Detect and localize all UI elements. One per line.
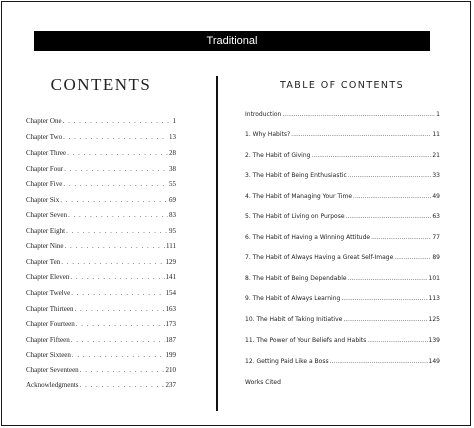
toc-entry-page: 141: [165, 273, 176, 281]
toc-entry-page: 13: [169, 133, 176, 141]
toc-entry-page: 1: [436, 111, 440, 118]
dot-leader: [67, 149, 168, 157]
toc-entry-page: 129: [165, 258, 176, 266]
toc-entry-title: 9. The Habit of Always Learning: [245, 295, 341, 302]
toc-entry-page: 163: [165, 305, 176, 313]
toc-entry-title: Chapter Ten: [26, 258, 61, 266]
dot-leader: [63, 180, 168, 188]
toc-entry-title: 2. The Habit of Giving: [245, 152, 311, 159]
toc-entry: [245, 358, 440, 365]
toc-entry: [245, 172, 440, 179]
toc-entry: [245, 234, 440, 241]
toc-entry: [245, 131, 440, 138]
toc-entry: [26, 273, 176, 281]
toc-entry-title: 8. The Habit of Being Dependable: [245, 275, 347, 282]
dot-leader: [348, 275, 428, 282]
toc-entry-title: Chapter Fifteen: [26, 336, 70, 344]
toc-entry: [26, 227, 176, 235]
dot-leader: [68, 211, 168, 219]
toc-entry-title: 7. The Habit of Always Having a Great Self-Image: [245, 254, 394, 261]
toc-entry: [245, 337, 440, 344]
toc-entry: [26, 289, 176, 297]
dot-leader: [61, 258, 164, 266]
toc-entry: [245, 193, 440, 200]
toc-entry: [26, 242, 176, 250]
dot-leader: [72, 351, 165, 359]
toc-entry-page: 237: [165, 381, 176, 389]
dot-leader: [330, 358, 428, 365]
toc-entry-page: 187: [165, 336, 176, 344]
toc-entry: [26, 180, 176, 188]
toc-entry-page: 28: [169, 149, 176, 157]
toc-entry-page: 210: [165, 366, 176, 374]
toc-entry: [26, 165, 176, 173]
dot-leader: [65, 242, 166, 250]
toc-entry: [26, 320, 176, 328]
toc-entry-page: 199: [165, 351, 176, 359]
toc-entry-page: 149: [428, 358, 440, 365]
toc-entry-title: Chapter Seventeen: [26, 366, 79, 374]
toc-entry-title: Chapter Eleven: [26, 273, 70, 281]
banner-label: Traditional: [206, 35, 258, 47]
dot-leader: [63, 133, 168, 141]
toc-entry-page: 125: [428, 316, 440, 323]
toc-entry: [245, 254, 440, 261]
dot-leader: [311, 152, 431, 159]
dot-leader: [71, 336, 165, 344]
toc-entry-title: Chapter Eight: [26, 227, 66, 235]
dot-leader: [76, 320, 165, 328]
toc-entry-page: 33: [432, 172, 440, 179]
toc-entry: [245, 316, 440, 323]
toc-entry: [26, 336, 176, 344]
toc-entry-page: 95: [169, 227, 176, 235]
toc-entry-page: 1: [172, 117, 176, 125]
toc-entry-title: Chapter Twelve: [26, 289, 71, 297]
dot-leader: [371, 234, 431, 241]
toc-entry-page: 111: [166, 242, 176, 250]
toc-entry-title: Chapter Five: [26, 180, 63, 188]
toc-entry: [245, 213, 440, 220]
dot-leader: [70, 273, 164, 281]
left-contents-title: CONTENTS: [50, 75, 152, 94]
dot-leader: [367, 337, 427, 344]
toc-entry-page: 83: [169, 211, 176, 219]
column-divider: [216, 76, 218, 411]
toc-entry-title: 3. The Habit of Being Enthusiastic: [245, 172, 347, 179]
toc-entry-title: Chapter Three: [26, 149, 67, 157]
toc-entry-page: 38: [169, 165, 176, 173]
toc-entry: [26, 117, 176, 125]
toc-entry-page: 101: [428, 275, 440, 282]
toc-entry-title: 4. The Habit of Managing Your Time: [245, 193, 353, 200]
toc-entry-title: Chapter Thirteen: [26, 305, 74, 313]
toc-entry-page: 55: [169, 180, 176, 188]
dot-leader: [282, 111, 435, 118]
toc-entry-title: Chapter Nine: [26, 242, 64, 250]
toc-entry-title: 5. The Habit of Living on Purpose: [245, 213, 345, 220]
toc-entry-title: Chapter Four: [26, 165, 64, 173]
dot-leader: [60, 196, 168, 204]
toc-entry-page: 89: [432, 254, 440, 261]
dot-leader: [63, 117, 172, 125]
toc-entry-title: Introduction: [245, 111, 282, 118]
toc-entry: [26, 149, 176, 157]
toc-entry-page: 173: [165, 320, 176, 328]
toc-entry-title: Works Cited: [245, 379, 281, 386]
toc-entry-page: 113: [428, 295, 440, 302]
toc-entry-page: 21: [432, 152, 440, 159]
toc-entry-title: 12. Getting Paid Like a Boss: [245, 358, 329, 365]
toc-entry: [26, 196, 176, 204]
toc-entry-title: Chapter Sixteen: [26, 351, 71, 359]
toc-entry-title: Chapter Two: [26, 133, 63, 141]
dot-leader: [346, 213, 432, 220]
toc-entry: [245, 295, 440, 302]
dot-leader: [348, 172, 432, 179]
dot-leader: [341, 295, 427, 302]
toc-entry-works-cited: [245, 379, 440, 386]
toc-entry-page: 154: [165, 289, 176, 297]
toc-entry: [26, 351, 176, 359]
toc-entry: [26, 133, 176, 141]
dot-leader: [75, 305, 165, 313]
toc-entry-title: Chapter Seven: [26, 211, 68, 219]
toc-entry: [245, 275, 440, 282]
toc-entry: [245, 152, 440, 159]
toc-entry-title: Acknowledgments: [26, 381, 79, 389]
toc-entry-title: 6. The Habit of Having a Winning Attitude: [245, 234, 371, 241]
toc-entry-title: Chapter One: [26, 117, 62, 125]
toc-entry-title: Chapter Six: [26, 196, 60, 204]
toc-entry: [26, 381, 176, 389]
toc-entry-page: 77: [432, 234, 440, 241]
dot-leader: [66, 227, 168, 235]
right-contents-title: TABLE OF CONTENTS: [279, 80, 405, 91]
toc-entry-page: 11: [432, 131, 440, 138]
dot-leader: [353, 193, 431, 200]
toc-entry: [26, 258, 176, 266]
dot-leader: [64, 165, 168, 173]
toc-entry-title: 10. The Habit of Taking Initiative: [245, 316, 343, 323]
dot-leader: [71, 289, 164, 297]
toc-entry-title: 1. Why Habits?: [245, 131, 291, 138]
dot-leader: [80, 381, 165, 389]
toc-entry: [245, 111, 440, 118]
dot-leader: [80, 366, 165, 374]
dot-leader: [291, 131, 431, 138]
toc-entry-page: 69: [169, 196, 176, 204]
toc-entry-page: 63: [432, 213, 440, 220]
toc-entry-title: Chapter Fourteen: [26, 320, 75, 328]
toc-entry-page: 139: [428, 337, 440, 344]
toc-entry: [26, 211, 176, 219]
dot-leader: [394, 254, 431, 261]
toc-entry-page: 49: [432, 193, 440, 200]
toc-entry: [26, 366, 176, 374]
toc-entry: [26, 305, 176, 313]
toc-entry-title: 11. The Power of Your Beliefs and Habits: [245, 337, 367, 344]
banner: [34, 31, 430, 51]
dot-leader: [343, 316, 427, 323]
